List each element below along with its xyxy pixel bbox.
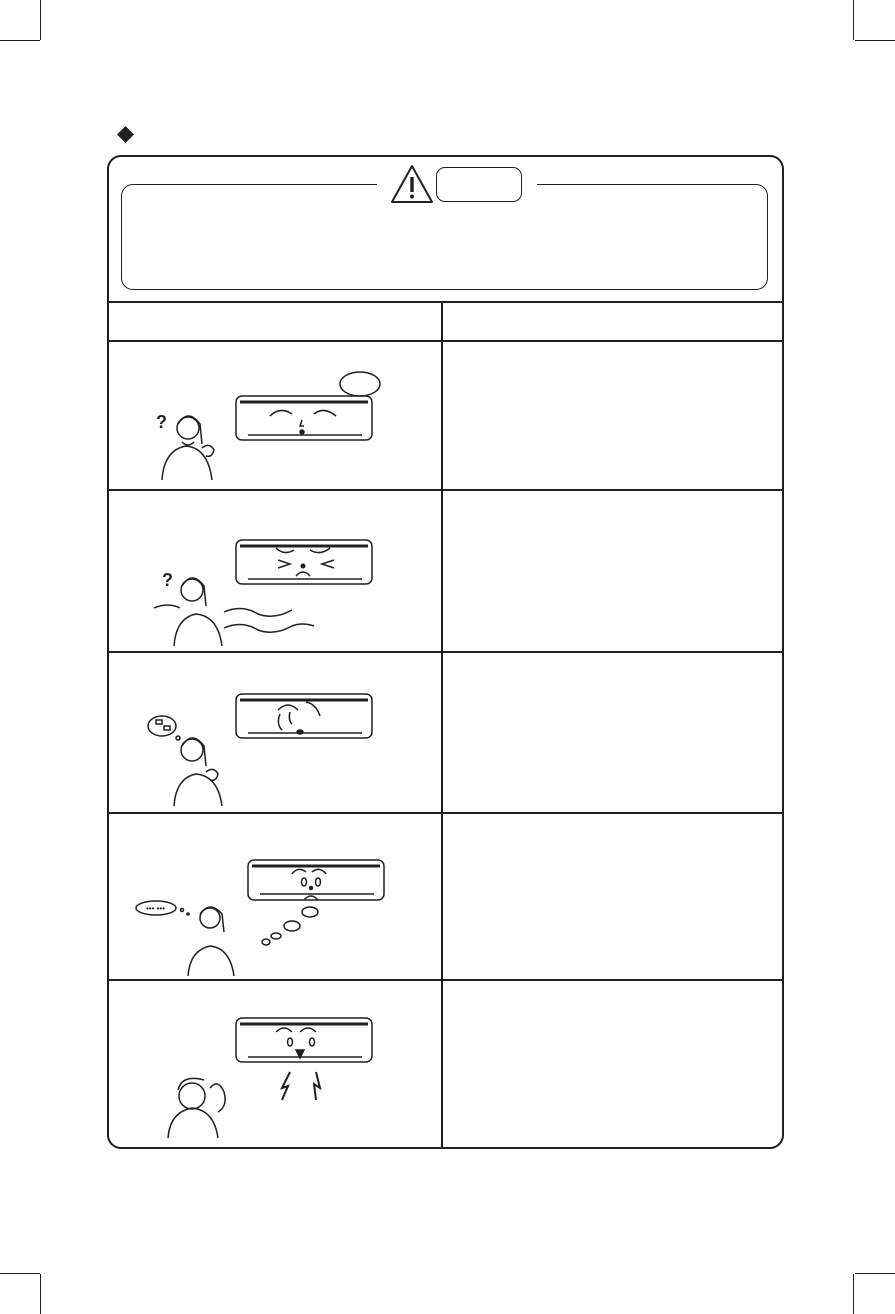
table-divider [108,301,783,303]
lightning-illustration [120,1014,430,1140]
crop-mark [853,0,854,40]
table-column-divider [441,301,443,1147]
svg-text:••• •••: ••• ••• [146,904,166,913]
crop-mark [0,40,40,41]
smoke-puffs-illustration [120,856,430,976]
table-divider [108,651,783,653]
table-divider [108,489,783,491]
crop-mark [855,40,895,41]
table-divider [108,979,783,981]
caution-label [436,167,522,202]
diamond-icon [117,126,134,143]
table-divider [108,340,783,342]
svg-text:?: ? [156,412,167,432]
crop-mark [40,1274,41,1314]
crop-mark [40,0,41,40]
svg-text:?: ? [162,570,173,590]
crop-mark [0,1273,40,1274]
speech-bubble-illustration [120,368,430,484]
airflow-illustration [120,536,430,648]
crop-mark [855,1273,895,1274]
thought-bubble-illustration [120,690,430,808]
table-divider [108,812,783,814]
warning-triangle-icon [390,164,434,204]
crop-mark [853,1274,854,1314]
